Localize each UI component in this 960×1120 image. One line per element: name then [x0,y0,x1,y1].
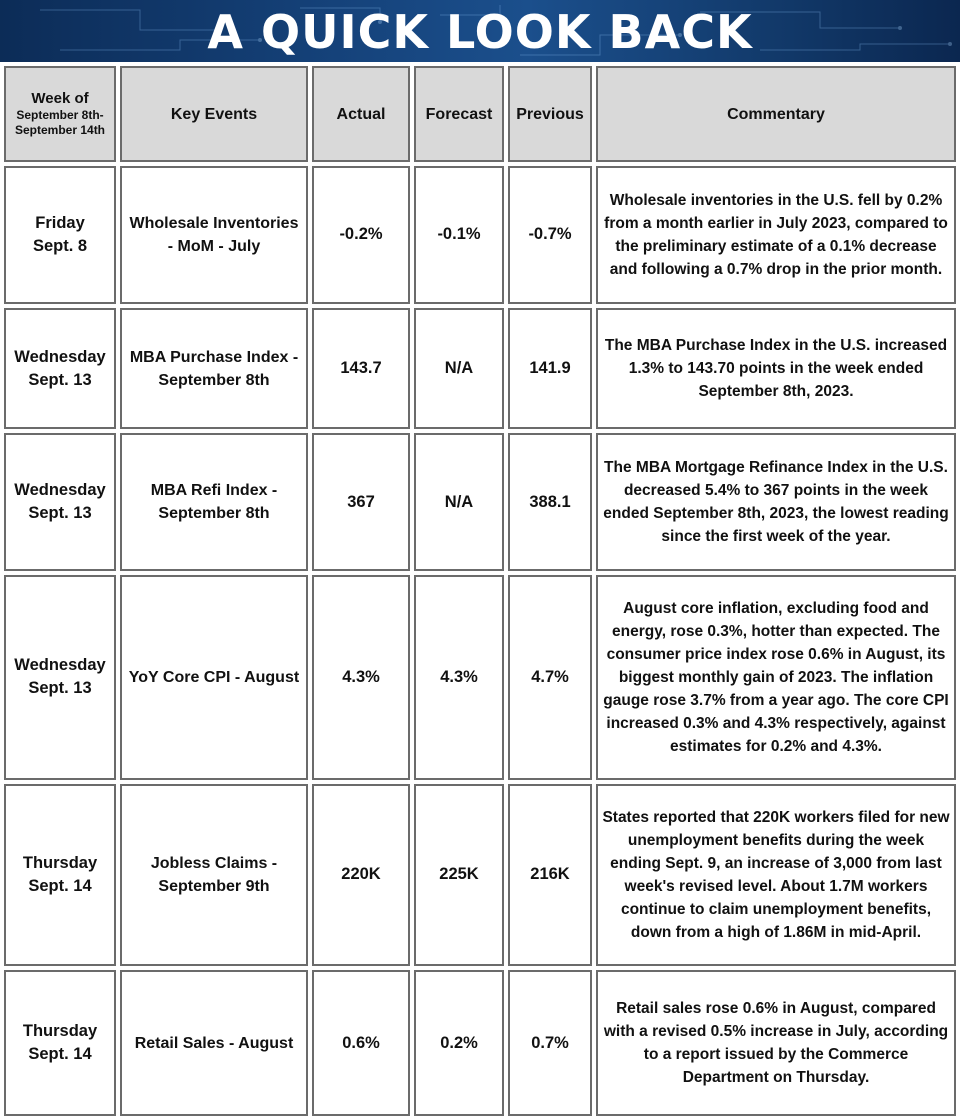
row-commentary: August core inflation, excluding food and energy, rose 0.3%, hotter than expected. The consumer price index rose 0.6% in August, its biggest monthly gain of 2023. The inflation gauge rose 3.7% from a year ago. The core CPI increased 0.3% and 4.3% respectively, against estimates for 0.2% and 4.3%. [596,575,956,780]
row-day: Thursday [22,853,98,872]
row-actual: 367 [312,433,410,571]
row-actual: 220K [312,784,410,966]
row-date-value: Sept. 14 [28,1045,92,1064]
row-date-value: Sept. 8 [32,236,88,255]
row-previous: 141.9 [508,308,592,430]
row-date [4,970,116,1116]
table-row [4,308,956,430]
row-date-value: Sept. 13 [28,679,92,698]
header-banner [0,0,960,62]
row-event: MBA Refi Index - September 8th [120,433,308,571]
row-day: Thursday [22,1022,98,1041]
row-event: YoY Core CPI - August [120,575,308,780]
header-week-end: September 14th [14,123,106,137]
row-commentary: The MBA Purchase Index in the U.S. increased 1.3% to 143.70 points in the week ended September 8th, 2023. [596,308,956,430]
row-day: Friday [35,213,85,232]
row-date [4,433,116,571]
row-event: Jobless Claims - September 9th [120,784,308,966]
row-date-value: Sept. 13 [28,504,92,523]
header-row [4,66,956,162]
row-commentary: The MBA Mortgage Refinance Index in the U.S. decreased 5.4% to 367 points in the week ended September 8th, 2023, the lowest reading since the first week of the year. [596,433,956,571]
row-date [4,166,116,304]
table-row [4,433,956,571]
row-day: Wednesday [14,347,106,366]
row-forecast: -0.1% [414,166,504,304]
row-forecast: 4.3% [414,575,504,780]
row-previous: 4.7% [508,575,592,780]
table-row [4,784,956,966]
header-commentary: Commentary [596,66,956,162]
header-week [4,66,116,162]
row-date [4,784,116,966]
row-forecast: 0.2% [414,970,504,1116]
row-previous: 216K [508,784,592,966]
table-row [4,575,956,780]
table-row [4,970,956,1116]
row-date-value: Sept. 13 [28,370,92,389]
row-previous: -0.7% [508,166,592,304]
row-actual: 0.6% [312,970,410,1116]
row-previous: 0.7% [508,970,592,1116]
row-date [4,308,116,430]
row-day: Wednesday [14,656,106,675]
row-forecast: N/A [414,433,504,571]
row-event: MBA Purchase Index - September 8th [120,308,308,430]
row-date-value: Sept. 14 [28,876,92,895]
row-forecast: N/A [414,308,504,430]
row-commentary: States reported that 220K workers filed for new unemployment benefits during the week ending Sept. 9, an increase of 3,000 from last week's revised level. About 1.7M workers continue to claim unemployment benefits, down from a high of 1.86M in mid-April. [596,784,956,966]
table-row [4,166,956,304]
events-table [0,62,960,1120]
row-forecast: 225K [414,784,504,966]
row-previous: 388.1 [508,433,592,571]
row-commentary: Retail sales rose 0.6% in August, compared with a revised 0.5% increase in July, according to a report issued by the Commerce Department on Thursday. [596,970,956,1116]
header-previous: Previous [508,66,592,162]
header-week-label: Week of [31,90,89,107]
page-title: A QUICK LOOK BACK [207,5,753,59]
row-actual: 143.7 [312,308,410,430]
row-day: Wednesday [14,481,106,500]
row-event: Retail Sales - August [120,970,308,1116]
header-key-events: Key Events [120,66,308,162]
row-actual: 4.3% [312,575,410,780]
row-commentary: Wholesale inventories in the U.S. fell by 0.2% from a month earlier in July 2023, compared to the preliminary estimate of a 0.1% decrease and following a 0.7% drop in the prior month. [596,166,956,304]
row-event: Wholesale Inventories - MoM - July [120,166,308,304]
header-forecast: Forecast [414,66,504,162]
header-actual: Actual [312,66,410,162]
header-week-start: September 8th- [16,108,104,122]
row-date [4,575,116,780]
row-actual: -0.2% [312,166,410,304]
